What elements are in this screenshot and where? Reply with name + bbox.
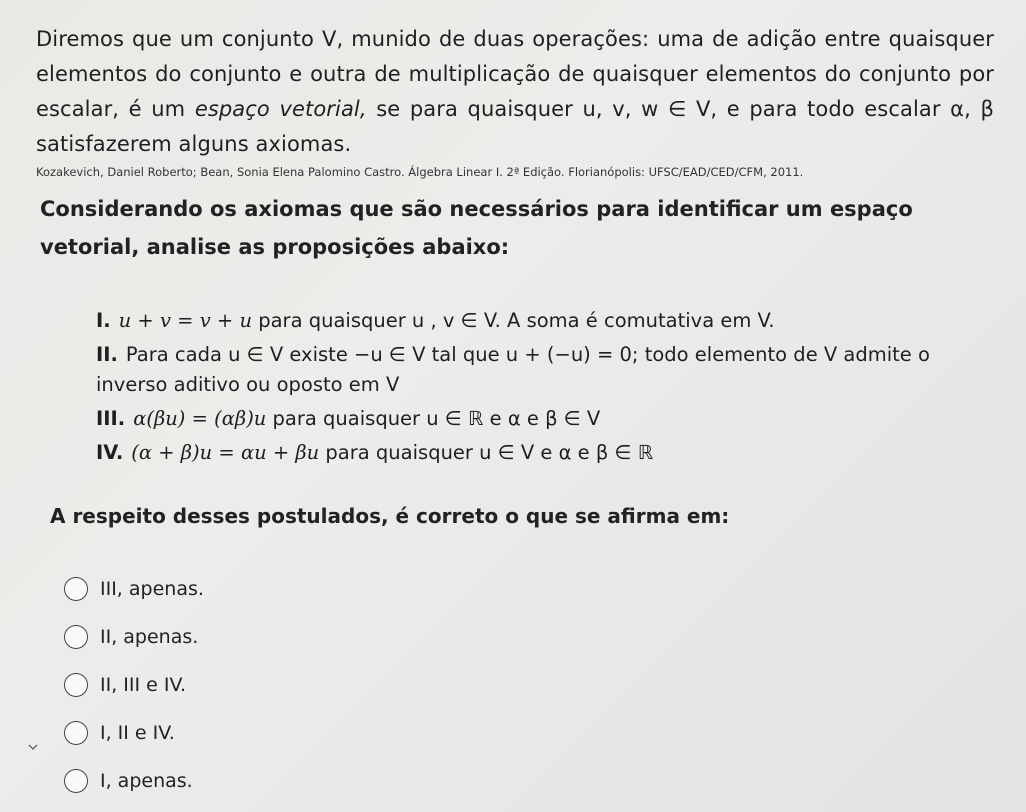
option-label: I, apenas.	[100, 770, 193, 792]
question-statement: Considerando os axiomas que são necessários para identificar um espaço vetorial, analise as proposições abaixo:	[40, 197, 913, 259]
radio-button[interactable]	[64, 577, 88, 601]
proposition-number: II.	[96, 343, 118, 366]
answer-prompt: A respeito desses postulados, é correto o que se afirma em:	[50, 504, 730, 528]
intro-text-part2: se para quaisquer u, v, w ∈ V, e para todo escalar α, β satisfazerem alguns axiomas.	[36, 97, 994, 156]
proposition-text: Para cada u ∈ V existe −u ∈ V tal que u + (−u) = 0; todo elemento de V admite o inverso aditivo ou oposto em V	[96, 343, 930, 396]
option-label: III, apenas.	[100, 578, 204, 600]
proposition-formula: α(βu) = (αβ)u	[133, 407, 267, 430]
answer-options	[64, 565, 564, 805]
proposition-3	[96, 404, 996, 434]
option-a[interactable]	[64, 565, 564, 613]
proposition-1	[96, 306, 996, 336]
proposition-number: I.	[96, 309, 111, 332]
option-c[interactable]	[64, 661, 564, 709]
proposition-formula: (α + β)u = αu + βu	[131, 441, 320, 464]
propositions-list	[96, 306, 996, 472]
radio-button[interactable]	[64, 625, 88, 649]
proposition-formula: u + v = v + u	[118, 309, 253, 332]
option-e[interactable]	[64, 757, 564, 805]
radio-button[interactable]	[64, 769, 88, 793]
proposition-number: III.	[96, 407, 126, 430]
option-d[interactable]	[64, 709, 564, 757]
radio-button[interactable]	[64, 673, 88, 697]
proposition-2	[96, 340, 996, 400]
proposition-number: IV.	[96, 441, 124, 464]
proposition-text: para quaisquer u ∈ V e α e β ∈ ℝ	[319, 441, 654, 464]
proposition-4	[96, 438, 996, 468]
radio-button[interactable]	[64, 721, 88, 745]
option-label: I, II e IV.	[100, 722, 175, 744]
intro-emphasis: espaço vetorial,	[194, 97, 367, 121]
chevron-down-icon[interactable]	[28, 742, 38, 752]
proposition-text: para quaisquer u ∈ ℝ e α e β ∈ V	[266, 407, 601, 430]
option-label: II, III e IV.	[100, 674, 187, 696]
citation: Kozakevich, Daniel Roberto; Bean, Sonia Elena Palomino Castro. Álgebra Linear I. 2ª Edição. Florianópolis: UFSC/EAD/CED/CFM, 2011.	[36, 165, 804, 179]
option-label: II, apenas.	[100, 626, 199, 648]
option-b[interactable]	[64, 613, 564, 661]
proposition-text: para quaisquer u , v ∈ V. A soma é comutativa em V.	[252, 309, 775, 332]
intro-paragraph	[36, 22, 994, 162]
intro-text-part1: Diremos que um conjunto V, munido de duas operações: uma de adição entre quaisquer elementos do conjunto e outra de multiplicação de quaisquer elementos do conjunto por escalar, é um	[36, 27, 994, 121]
